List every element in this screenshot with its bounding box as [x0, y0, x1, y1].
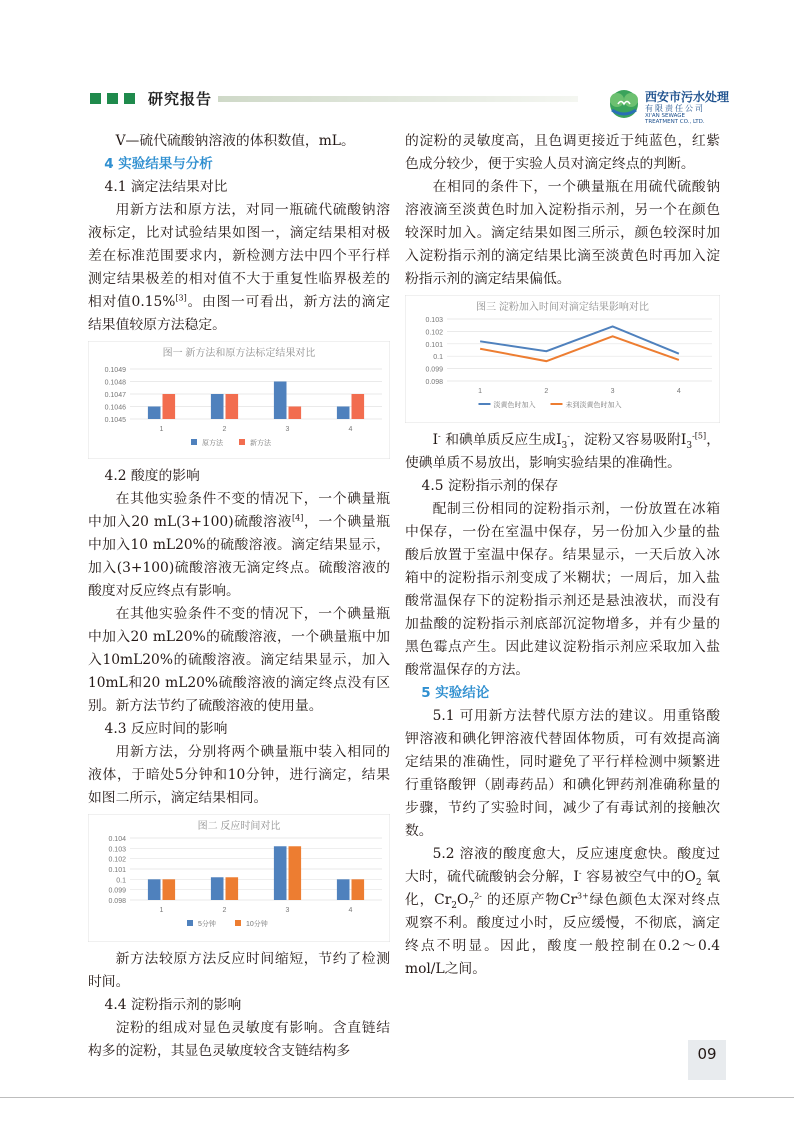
y-tick-label: 0.1046: [104, 404, 126, 412]
paragraph-4-3: 用新方法，分别将两个碘量瓶中装入相同的液体，于暗处5分钟和10分钟，进行滴定，结果如图二所示，滴定结果相同。: [88, 744, 390, 806]
paragraph-4-3b: 新方法较原方法反应时间缩短，节约了检测时间。: [88, 951, 390, 990]
heading-4-4: 4.4 淀粉指示剂的影响: [104, 997, 242, 1013]
bar-原方法: [274, 382, 287, 420]
bar-原方法: [211, 394, 224, 419]
y-tick-label: 0.099: [108, 887, 126, 895]
legend-label: 10分钟: [246, 921, 268, 928]
y-tick-label: 0.102: [425, 329, 443, 337]
paragraph-4-4: 淀粉的组成对显色灵敏度有影响。含直链结构多的淀粉，其显色灵敏度较含支链结构多: [88, 1020, 390, 1059]
y-tick-label: 0.102: [108, 856, 126, 864]
y-tick-label: 0.103: [425, 317, 443, 324]
paragraph-4-4-cont: 的淀粉的灵敏度高，且色调更接近于纯蓝色，红紫色成分较少，便于实验人员对滴定终点的判断。: [405, 133, 720, 172]
paragraph-5-2: 5.2 溶液的酸度愈大，反应速度愈快。酸度过大时，硫代硫酸钠会分解，I- 容易被空气中的$O_2$ 氧化，$Cr_2O_7^{2-}$ 的还原产物$Cr^{3+}$绿色颜色太深对终点观察不利。酸度过小时，反应缓慢，不彻底，滴定终点不明显。因此，酸度一般控制在0.2～0.4 mol/L之间。: [405, 846, 721, 977]
y-tick-label: 0.1048: [104, 379, 126, 387]
bar-10分钟: [352, 879, 365, 900]
heading-4-5: 4.5 淀粉指示剂的保存: [421, 478, 559, 494]
y-tick-label: 0.101: [108, 867, 126, 874]
header-bar: [0, 93, 578, 107]
x-tick-label: 1: [478, 388, 483, 395]
bar-5分钟: [274, 846, 287, 900]
x-tick-label: 2: [222, 907, 227, 914]
legend-swatch: [187, 920, 193, 926]
bar-10分钟: [289, 846, 302, 900]
legend-label: 未到淡黄色时加入: [565, 402, 622, 409]
logo-name: 西安市污水处理: [645, 90, 730, 104]
bar-10分钟: [163, 879, 176, 900]
right-column: [405, 130, 720, 981]
legend-label: 淡黄色时加入: [493, 402, 536, 409]
heading-4-3: 4.3 反应时间的影响: [104, 721, 228, 737]
x-tick-label: 4: [348, 426, 353, 433]
y-tick-label: 0.101: [425, 341, 443, 349]
paragraph-4-1: 用新方法和原方法，对同一瓶硫代硫酸钠溶液标定，比对试验结果如图一，滴定结果相对极差在标准范围要求内，新检测方法中四个平行样测定结果极差的相对值不大于重复性临界极差的相对值0.15%[3]。由图一可看出，新方法的滴定结果值较原方法稳定。: [88, 202, 390, 333]
header-square: [90, 93, 101, 104]
legend-label: 新方法: [250, 440, 271, 447]
chart-figure-2: [88, 814, 390, 942]
logo-english-line1: XI'AN SEWAGE: [645, 113, 686, 119]
x-tick-label: 4: [676, 388, 681, 395]
y-tick-label: 0.1045: [104, 417, 126, 424]
heading-4-2: 4.2 酸度的影响: [104, 468, 200, 484]
paragraph: V—硫代硫酸钠溶液的体积数值，mL。: [115, 133, 355, 149]
y-tick-label: 0.104: [108, 836, 126, 843]
legend-label: 原方法: [202, 440, 223, 447]
y-tick-label: 0.1047: [104, 392, 126, 399]
heading-5: 5 实验结论: [421, 685, 490, 701]
bar-原方法: [148, 407, 161, 420]
paragraph-4-2a: 在其他实验条件不变的情况下，一个碘量瓶中加入20 mL(3+100)硫酸溶液[4]，一个碘量瓶中加入10 mL20%的硫酸溶液。滴定结果显示，加入(3+100)硫酸溶液无滴定终点。硫酸溶液的酸度对反应终点有影响。: [88, 491, 391, 599]
chart-title: 图一 新方法和原方法标定结果对比: [162, 348, 316, 359]
paragraph-4-5: 配制三份相同的淀粉指示剂，一份放置在冰箱中保存，一份在室温中保存，另一份加入少量的盐酸后放置于室温中保存。结果显示，一天后放入冰箱中的淀粉指示剂变成了米糊状；一周后，加入盐酸常温保存下的淀粉指示剂还是悬浊液状，而没有加盐酸的淀粉指示剂底部沉淀物增多，并有少量的黑色霉点产生。因此建议淀粉指示剂应采取加入盐酸常温保存的方法。: [405, 501, 720, 678]
y-tick-label: 0.1049: [104, 367, 126, 374]
x-tick-label: 1: [159, 426, 164, 433]
section-title: 研究报告: [148, 90, 213, 108]
bar-新方法: [352, 394, 365, 419]
paragraph-4-2b: 在其他实验条件不变的情况下，一个碘量瓶中加入20 mL20%的硫酸溶液，一个碘量瓶中加入10mL20%的硫酸溶液。滴定结果显示，加入10mL和20 mL20%硫酸溶液的滴定终点没有区别。新方法节约了硫酸溶液的使用量。: [88, 606, 390, 714]
x-tick-label: 3: [285, 907, 290, 914]
legend-swatch: [239, 439, 245, 445]
header-square: [107, 93, 118, 104]
logo-english: [645, 113, 705, 125]
bar-新方法: [289, 407, 302, 420]
x-tick-label: 3: [285, 426, 290, 433]
header-gradient-line: [218, 96, 578, 102]
x-tick-label: 2: [222, 426, 227, 433]
heading-4: 4 实验结果与分析: [104, 156, 213, 172]
x-tick-label: 2: [544, 388, 549, 395]
chart-3-svg: [405, 295, 720, 423]
y-tick-label: 0.1: [433, 354, 443, 362]
paragraph-4-4e: I- 和碘单质反应生成$I_3^-$，淀粉又容易吸附$I_3^{-[5]}$，使碘单质不易放出，影响实验结果的准确性。: [405, 431, 720, 471]
y-tick-label: 0.1: [116, 877, 126, 885]
left-column: [88, 130, 390, 1063]
y-tick-label: 0.098: [108, 898, 126, 905]
bar-5分钟: [337, 879, 350, 900]
bar-原方法: [337, 407, 350, 420]
page-number: 09: [697, 1045, 717, 1063]
x-tick-label: 3: [610, 388, 615, 395]
bar-10分钟: [226, 877, 239, 900]
legend-swatch: [191, 439, 197, 445]
bar-5分钟: [148, 879, 161, 900]
chart-figure-1: [88, 341, 390, 459]
chart-title: 图二 反应时间对比: [197, 821, 281, 832]
x-tick-label: 4: [348, 907, 353, 914]
legend-swatch: [235, 920, 241, 926]
legend-label: 5分钟: [198, 921, 216, 928]
bar-新方法: [163, 394, 176, 419]
paragraph-4-4d: 在相同的条件下，一个碘量瓶在用硫代硫酸钠溶液滴至淡黄色时加入淀粉指示剂，另一个在颜色较深时加入。滴定结果如图三所示，颜色较深时加入淀粉指示剂的滴定结果比滴至淡黄色时再加入淀粉指示剂的滴定结果偏低。: [405, 179, 720, 287]
chart-1-svg: [88, 341, 390, 459]
bar-5分钟: [211, 877, 224, 900]
chart-2-svg: [88, 814, 390, 942]
y-tick-label: 0.103: [108, 846, 126, 854]
logo-name-sub: 有限责任公司: [645, 104, 705, 113]
header-square: [124, 93, 135, 104]
y-tick-label: 0.098: [425, 379, 443, 386]
logo-english-line2: TREATMENT CO., LTD.: [645, 119, 705, 125]
y-tick-label: 0.099: [425, 366, 443, 374]
bar-新方法: [226, 394, 239, 419]
chart-figure-3: [405, 295, 720, 423]
footer-line: [0, 1097, 794, 1098]
paragraph-5-1: 5.1 可用新方法替代原方法的建议。用重铬酸钾溶液和碘化钾溶液代替固体物质，可有效提高滴定结果的准确性，同时避免了平行样检测中频繁进行重铬酸钾（剧毒药品）和碘化钾药剂准确称量的步骤，节约了实验时间，减少了有毒试剂的接触次数。: [405, 708, 720, 839]
heading-4-1: 4.1 滴定法结果对比: [104, 179, 228, 195]
chart-title: 图三 淀粉加入时间对滴定结果影响对比: [476, 302, 649, 313]
x-tick-label: 1: [159, 907, 164, 914]
